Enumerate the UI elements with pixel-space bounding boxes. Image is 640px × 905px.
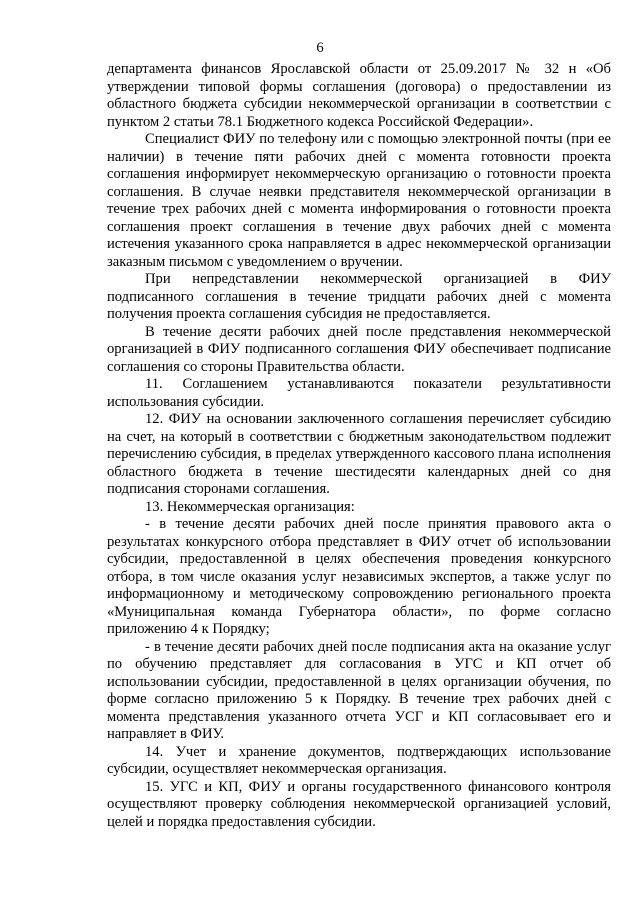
paragraph: департамента финансов Ярославской области от 25.09.2017 № 32 н «Об утверждении типовой формы соглашения (договора) о предоставлении из областного бюджета субсидии некоммерческой организации в соответствии с пунктом 2 статьи 78.1 Бюджетного кодекса Российской Федерации». (107, 61, 611, 130)
paragraph: В течение десяти рабочих дней после представления некоммерческой организацией в ФИУ подписанного соглашения ФИУ обеспечивает подписание соглашения со стороны Правительства области. (107, 323, 611, 375)
paragraph: При непредставлении некоммерческой организацией в ФИУ подписанного соглашения в течение тридцати рабочих дней с момента получения проекта соглашения субсидия не предоставляется. (107, 271, 611, 322)
paragraph: - в течение десяти рабочих дней после принятия правового акта о результатах конкурсного отбора представляет в ФИУ отчет об использовании субсидии, предоставленной в целях обеспечения проведения конкурсного отбора, в том числе оказания услуг независимых экспертов, а также услуг по информационному и методическому сопровождению регионального проекта «Муниципальная команда Губернатора области», по форме согласно приложению 4 к Порядку; (107, 516, 611, 637)
paragraph: 14. Учет и хранение документов, подтверждающих использование субсидии, осуществляет некоммерческая организация. (107, 743, 611, 777)
page-number: 6 (316, 40, 324, 56)
paragraph: 13. Некоммерческая организация: (145, 498, 355, 515)
paragraph: 12. ФИУ на основании заключенного соглашения перечисляет субсидию на счет, на который в соответствии с бюджетным законодательством подлежит перечислению субсидия, в пределах утвержденного кассового плана исполнения областного бюджета в течение шестидесяти календарных дней со дня подписания сторонами соглашения. (107, 411, 611, 497)
paragraph: - в течение десяти рабочих дней после подписания акта на оказание услуг по обучению представляет для согласования в УГС и КП отчет об использовании субсидии, предоставленной в целях организации обучения, по форме согласно приложению 5 к Порядку. В течение трех рабочих дней с момента представления указанного отчета УСГ и КП согласовывает его и направляет в ФИУ. (107, 638, 611, 742)
paragraph: Специалист ФИУ по телефону или с помощью электронной почты (при ее наличии) в течение пяти рабочих дней с момента готовности проекта соглашения информирует некоммерческую организацию о готовности проекта соглашения. В случае неявки представителя некоммерческой организации в течение трех рабочих дней с момента информирования о готовности проекта соглашения проект соглашения в течение двух рабочих дней с момента истечения указанного срока направляется в адрес некоммерческой организации заказным письмом с уведомлением о вручении. (107, 131, 611, 270)
paragraph: 15. УГС и КП, ФИУ и органы государственного финансового контроля осуществляют проверку соблюдения некоммерческой организацией условий, целей и порядка предоставления субсидии. (107, 778, 611, 830)
document-body (107, 61, 611, 831)
paragraph: 11. Соглашением устанавливаются показатели результативности использования субсидии. (107, 376, 611, 410)
